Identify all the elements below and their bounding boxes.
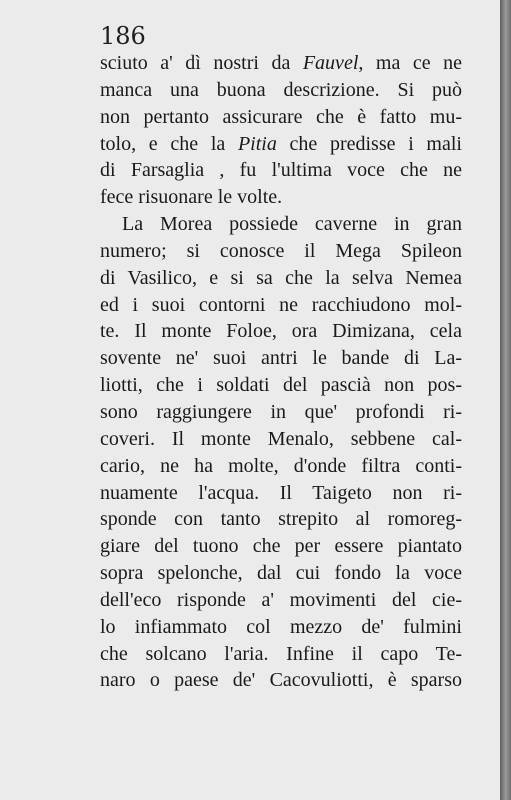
text-line: di Vasilico, e si sa che la selva Nemea [100, 266, 462, 289]
text-line: lo infiammato col mezzo de' fulmini [100, 615, 462, 638]
text-line: te. Il monte Foloe, ora Dimizana, cela [100, 320, 462, 343]
text-line: sopra spelonche, dal cui fondo la voce [100, 562, 462, 585]
text-body [100, 50, 462, 694]
text-line: non pertanto assicurare che è fatto mu- [100, 105, 462, 128]
text-line: La Morea possiede caverne in gran [122, 213, 462, 236]
text-line: nuamente l'acqua. Il Taigeto non ri- [100, 481, 462, 504]
text-line: tolo, e che la Pitia che predisse i mali [100, 132, 462, 155]
text-line: sponde con tanto strepito al romoreg- [100, 508, 462, 531]
text-line: numero; si conosce il Mega Spileon [100, 239, 462, 262]
text-line: dell'eco risponde a' movimenti del cie- [100, 588, 462, 611]
text-line: sono raggiungere in que' profondi ri- [100, 400, 462, 423]
page-edge [500, 0, 511, 800]
text-line: ed i suoi contorni ne racchiudono mol- [100, 293, 462, 316]
text-line: fece risuonare le volte. [100, 186, 283, 209]
text-line: manca una buona descrizione. Si può [100, 78, 462, 101]
text-line: sovente ne' suoi antri le bande di La- [100, 347, 462, 370]
page-number: 186 [100, 22, 146, 50]
italic-name: Pitia [237, 132, 277, 155]
italic-name: Fauvel [302, 52, 359, 74]
text-line: coveri. Il monte Menalo, sebbene cal- [100, 427, 462, 450]
text-line: cario, ne ha molte, d'onde filtra conti- [100, 454, 462, 477]
text-line: giare del tuono che per essere piantato [100, 535, 462, 558]
text-line: che solcano l'aria. Infine il capo Te- [100, 642, 462, 665]
text-line: di Farsaglia , fu l'ultima voce che ne [100, 159, 462, 182]
text-line: liotti, che i soldati del pascià non pos- [100, 374, 462, 397]
text-line: naro o paese de' Cacovuliotti, è sparso [100, 669, 462, 692]
text-line: sciuto a' dì nostri da Fauvel, ma ce ne [100, 52, 462, 74]
